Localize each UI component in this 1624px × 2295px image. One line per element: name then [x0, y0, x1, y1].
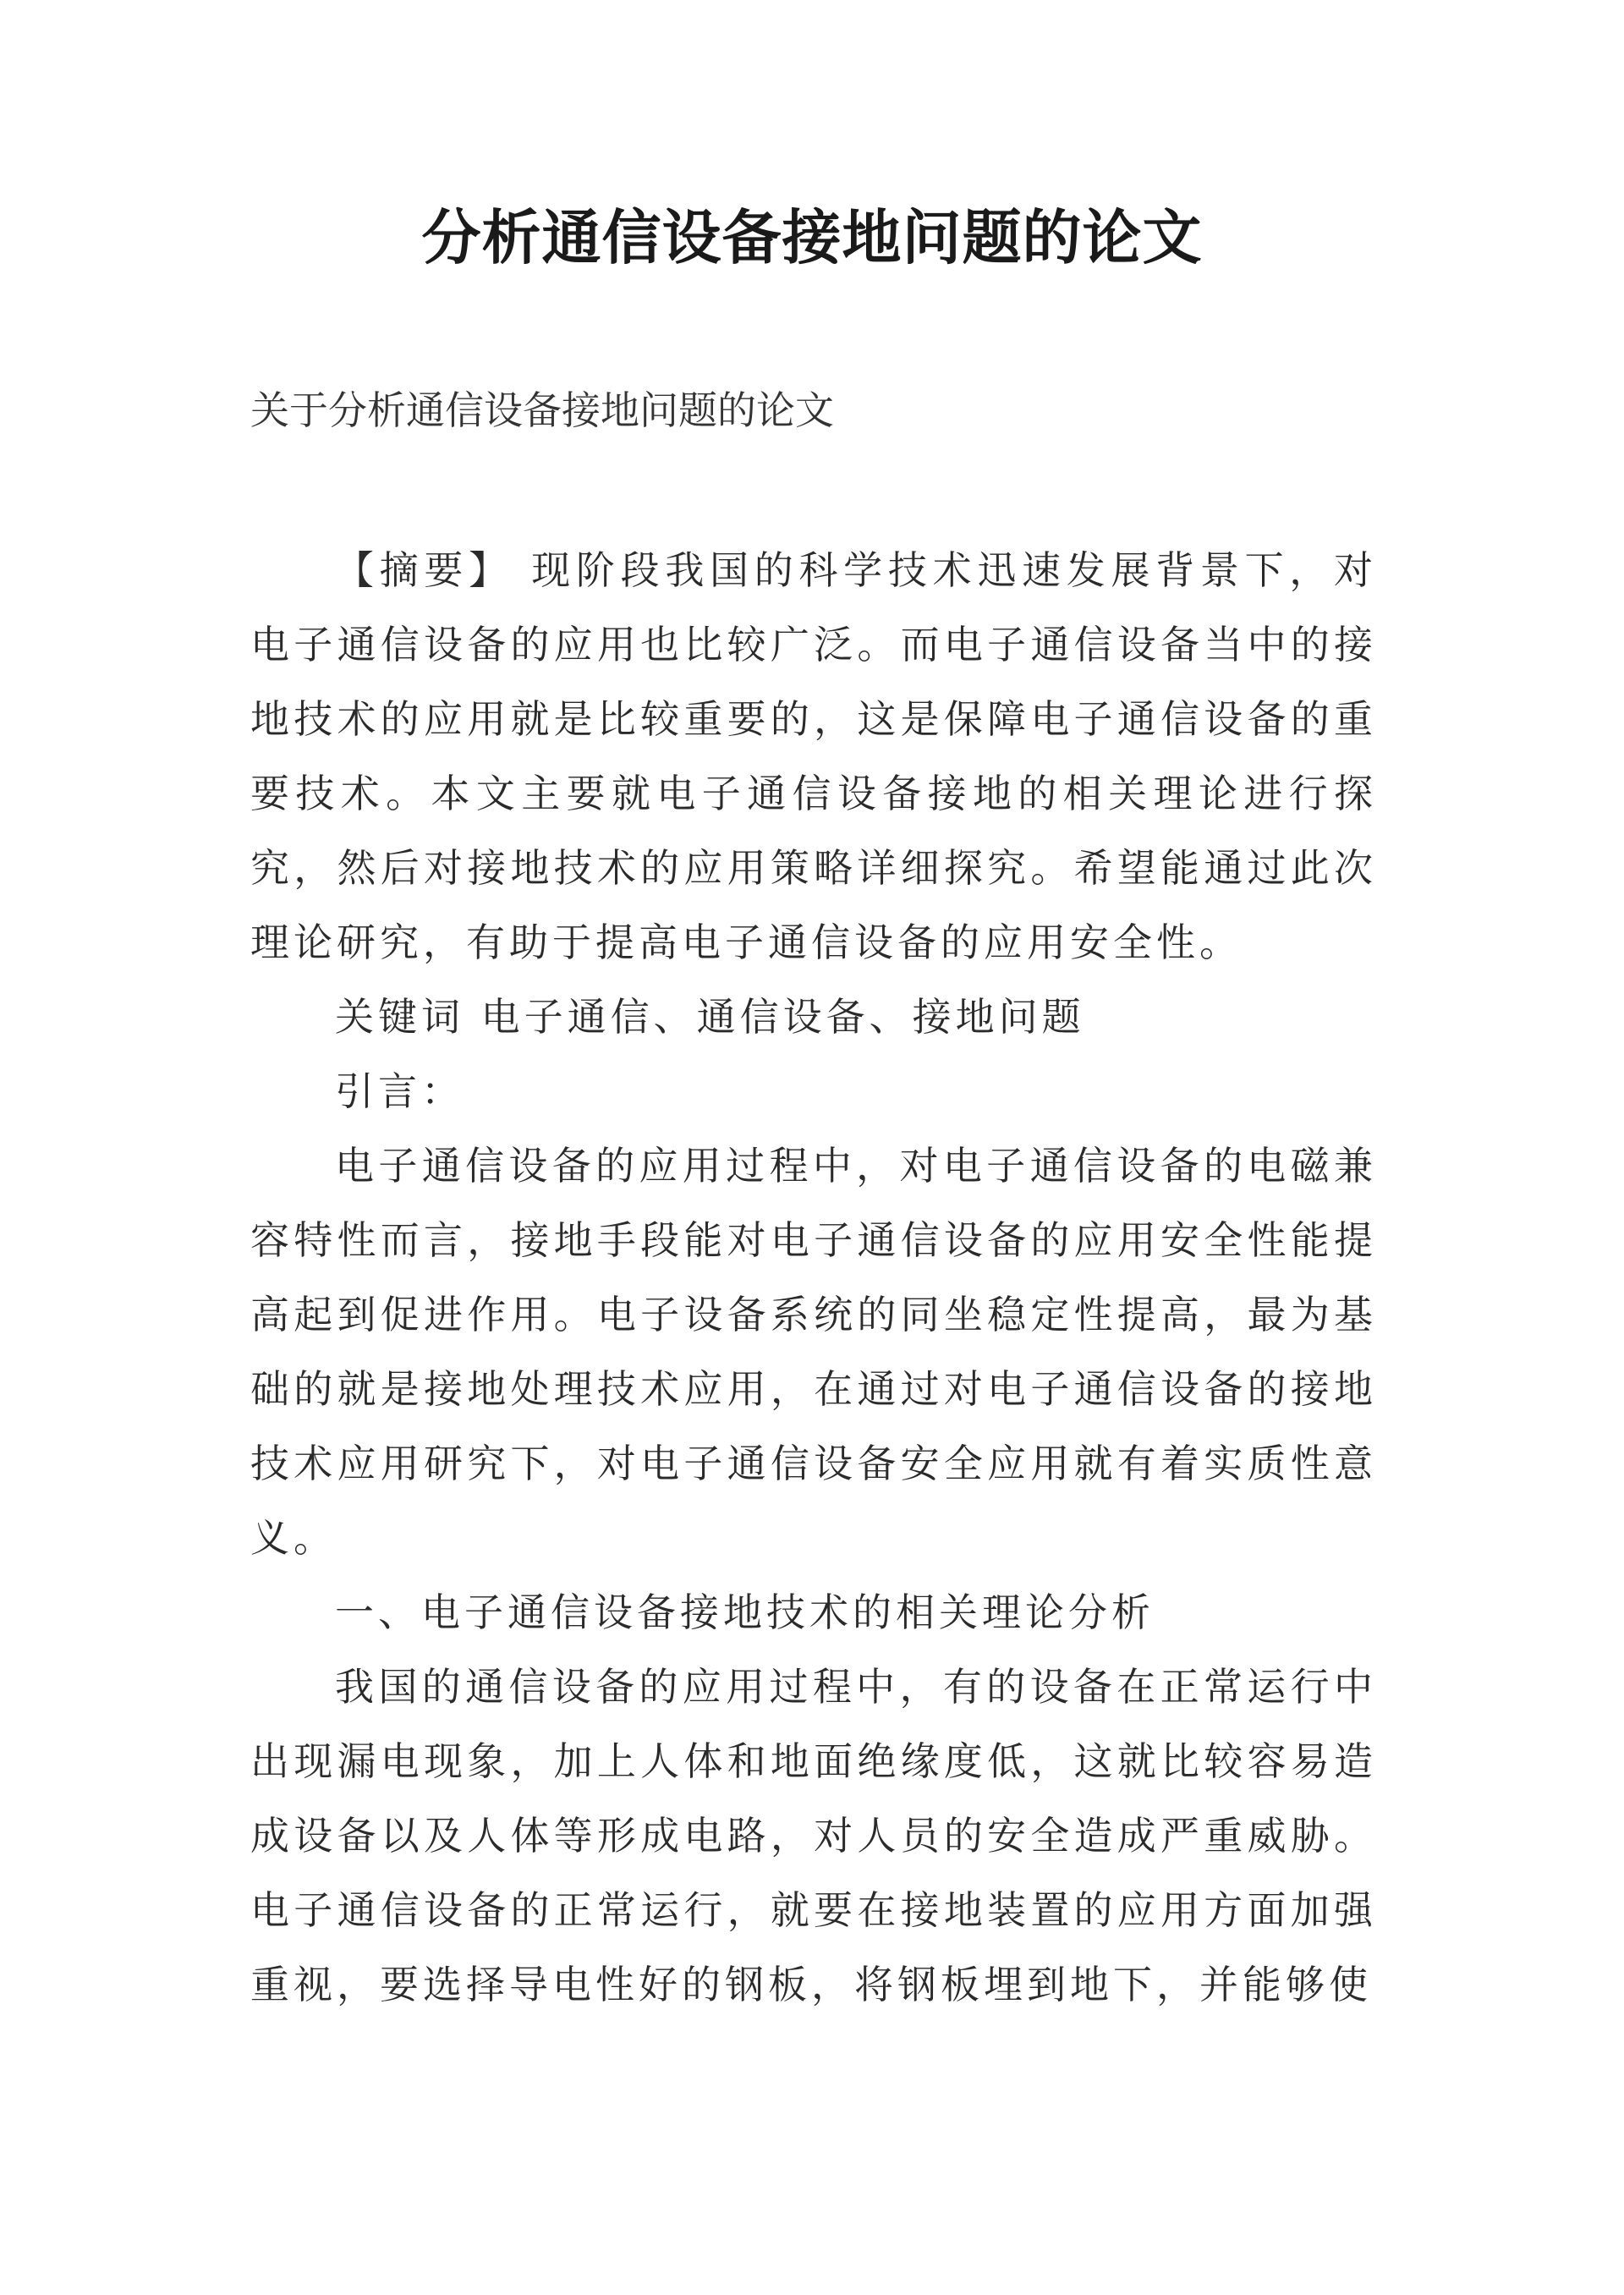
- abstract-label: 【摘要】: [335, 547, 513, 593]
- page-title: 分析通信设备接地问题的论文: [421, 203, 1203, 272]
- intro-heading: 引言：: [335, 1068, 464, 1114]
- abstract-paragraph: [250, 533, 1377, 980]
- keywords-line: 关键词 电子通信、通信设备、接地问题: [335, 994, 1085, 1040]
- abstract-text: 现阶段我国的科学技术迅速发展背景下，对电子通信设备的应用也比较广泛。而电子通信设备当中的接地技术的应用就是比较重要的，这是保障电子通信设备的重要技术。本文主要就电子通信设备接地的相关理论进行探究，然后对接地技术的应用策略详细探究。希望能通过此次理论研究，有助于提高电子通信设备的应用安全性。: [250, 547, 1378, 965]
- section-1-heading: 一、电子通信设备接地技术的相关理论分析: [335, 1589, 1155, 1635]
- section-1-paragraph: 我国的通信设备的应用过程中，有的设备在正常运行中出现漏电现象，加上人体和地面绝缘度低，这就比较容易造成设备以及人体等形成电路，对人员的安全造成严重威胁。电子通信设备的正常运行，就要在接地装置的应用方面加强重视，要选择导电性好的钢板，将钢板埋到地下，并能够使: [250, 1664, 1377, 2007]
- document-body: [250, 533, 1377, 2022]
- document-subtitle: 关于分析通信设备接地问题的论文: [250, 387, 834, 433]
- intro-paragraph: 电子通信设备的应用过程中，对电子通信设备的电磁兼容特性而言，接地手段能对电子通信设备的应用安全性能提高起到促进作用。电子设备系统的同坐稳定性提高，最为基础的就是接地处理技术应用，在通过对电子通信设备的接地技术应用研究下，对电子通信设备安全应用就有着实质性意义。: [250, 1143, 1377, 1561]
